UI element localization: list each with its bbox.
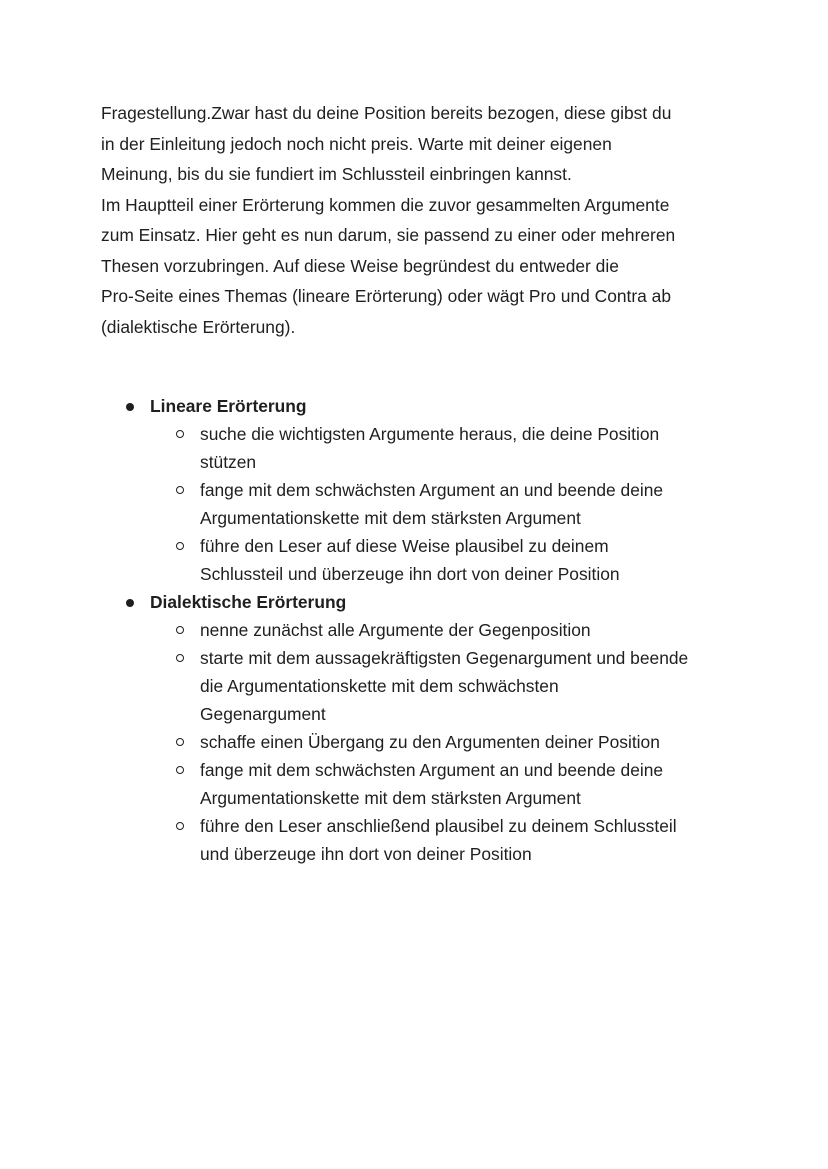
intro-line: Im Hauptteil einer Erörterung kommen die zuvor gesammelten Argumente [101, 194, 670, 215]
list-item-line: Schlussteil und überzeuge ihn dort von deiner Position [200, 564, 620, 584]
list-item-line: Argumentationskette mit dem stärksten Argument [200, 508, 581, 528]
section-dialectic [101, 588, 761, 868]
section-heading: Lineare Erörterung [150, 396, 307, 416]
list-item-line: Gegenargument [200, 704, 326, 724]
list-item [150, 728, 761, 756]
filled-bullet-icon [126, 403, 134, 411]
list-item [150, 420, 761, 476]
intro-line: (dialektische Erörterung). [101, 316, 296, 337]
document-body [101, 98, 761, 868]
list-item-line: fange mit dem schwächsten Argument an und beende deine [200, 760, 664, 780]
hollow-bullet-icon [176, 822, 184, 830]
section-linear [101, 392, 761, 588]
list-item-line: und überzeuge ihn dort von deiner Position [200, 844, 532, 864]
hollow-bullet-icon [176, 626, 184, 634]
list-item-line: Argumentationskette mit dem stärksten Argument [200, 788, 581, 808]
hollow-bullet-icon [176, 738, 184, 746]
intro-line: Thesen vorzubringen. Auf diese Weise begründest du entweder die [101, 255, 619, 276]
intro-line: zum Einsatz. Hier geht es nun darum, sie passend zu einer oder mehreren [101, 225, 676, 245]
paragraph-spacer [101, 342, 761, 392]
list-item-line: die Argumentationskette mit dem schwächsten [200, 676, 559, 696]
list-item [150, 812, 761, 868]
list-item-line: suche die wichtigsten Argumente heraus, die deine Position [200, 424, 660, 444]
list-item-line: nenne zunächst alle Argumente der Gegenposition [200, 620, 591, 640]
list-item-line: schaffe einen Übergang zu den Argumenten deiner Position [200, 732, 660, 752]
hollow-bullet-icon [176, 654, 184, 662]
list-item [150, 476, 761, 532]
hollow-bullet-icon [176, 542, 184, 550]
list-item [150, 616, 761, 644]
list-item-line: fange mit dem schwächsten Argument an und beende deine [200, 480, 664, 500]
intro-line: in der Einleitung jedoch noch nicht preis. Warte mit deiner eigenen [101, 133, 612, 154]
sub-list [150, 420, 761, 588]
hollow-bullet-icon [176, 486, 184, 494]
intro-line: Fragestellung.Zwar hast du deine Position bereits bezogen, diese gibst du [101, 103, 672, 123]
filled-bullet-icon [126, 599, 134, 607]
list-item-line: führe den Leser auf diese Weise plausibel zu deinem [200, 536, 609, 556]
hollow-bullet-icon [176, 430, 184, 438]
list-item [150, 532, 761, 588]
list-item-line: starte mit dem aussagekräftigsten Gegenargument und beende [200, 648, 689, 668]
intro-paragraph [101, 98, 761, 342]
hollow-bullet-icon [176, 766, 184, 774]
list-item [150, 756, 761, 812]
intro-line: Meinung, bis du sie fundiert im Schlussteil einbringen kannst. [101, 164, 572, 184]
list-item [150, 644, 761, 728]
bullet-outline [101, 392, 761, 868]
sub-list [150, 616, 761, 868]
list-item-line: führe den Leser anschließend plausibel zu deinem Schlussteil [200, 816, 677, 836]
intro-line: Pro-Seite eines Themas (lineare Erörterung) oder wägt Pro und Contra ab [101, 286, 672, 306]
list-item-line: stützen [200, 452, 257, 472]
section-heading: Dialektische Erörterung [150, 592, 347, 612]
